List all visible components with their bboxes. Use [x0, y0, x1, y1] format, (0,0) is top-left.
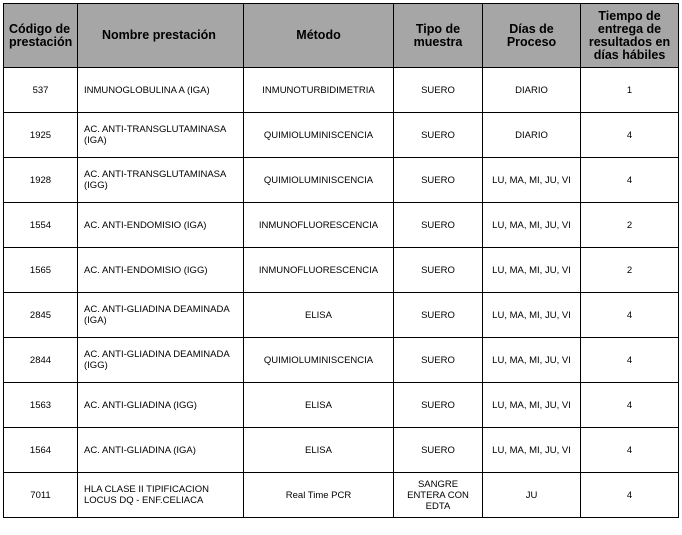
cell-delivery: 4 [581, 293, 679, 338]
lab-tests-table [3, 3, 679, 518]
table-row [4, 428, 679, 473]
cell-method: INMUNOFLUORESCENCIA [244, 203, 394, 248]
cell-days: DIARIO [483, 68, 581, 113]
cell-code: 1564 [4, 428, 78, 473]
cell-code: 7011 [4, 473, 78, 518]
cell-sample: SUERO [394, 428, 483, 473]
cell-sample: SUERO [394, 383, 483, 428]
cell-sample: SUERO [394, 68, 483, 113]
cell-delivery: 1 [581, 68, 679, 113]
cell-days: LU, MA, MI, JU, VI [483, 338, 581, 383]
cell-method: ELISA [244, 293, 394, 338]
table-row [4, 293, 679, 338]
cell-delivery: 2 [581, 248, 679, 293]
cell-sample: SUERO [394, 248, 483, 293]
table-header-row [4, 4, 679, 68]
header-method: Método [244, 4, 394, 68]
header-delivery: Tiempo de entrega de resultados en días hábiles [581, 4, 679, 68]
table-row [4, 113, 679, 158]
cell-days: LU, MA, MI, JU, VI [483, 428, 581, 473]
header-code: Código de prestación [4, 4, 78, 68]
cell-delivery: 4 [581, 113, 679, 158]
cell-method: Real Time PCR [244, 473, 394, 518]
cell-sample: SUERO [394, 293, 483, 338]
table-row [4, 203, 679, 248]
cell-days: LU, MA, MI, JU, VI [483, 293, 581, 338]
cell-method: ELISA [244, 428, 394, 473]
cell-method: INMUNOTURBIDIMETRIA [244, 68, 394, 113]
cell-name: AC. ANTI-GLIADINA (IGG) [78, 383, 244, 428]
cell-code: 2844 [4, 338, 78, 383]
header-days: Días de Proceso [483, 4, 581, 68]
cell-method: QUIMIOLUMINISCENCIA [244, 338, 394, 383]
cell-code: 1563 [4, 383, 78, 428]
cell-name: AC. ANTI-TRANSGLUTAMINASA (IGA) [78, 113, 244, 158]
cell-code: 2845 [4, 293, 78, 338]
cell-code: 1554 [4, 203, 78, 248]
cell-days: LU, MA, MI, JU, VI [483, 158, 581, 203]
cell-sample: SUERO [394, 158, 483, 203]
cell-delivery: 4 [581, 383, 679, 428]
cell-method: QUIMIOLUMINISCENCIA [244, 113, 394, 158]
table-row [4, 383, 679, 428]
cell-days: DIARIO [483, 113, 581, 158]
cell-name: AC. ANTI-GLIADINA (IGA) [78, 428, 244, 473]
table-row [4, 158, 679, 203]
cell-code: 537 [4, 68, 78, 113]
cell-method: QUIMIOLUMINISCENCIA [244, 158, 394, 203]
cell-delivery: 4 [581, 338, 679, 383]
header-name: Nombre prestación [78, 4, 244, 68]
cell-sample: SANGRE ENTERA CON EDTA [394, 473, 483, 518]
cell-name: AC. ANTI-GLIADINA DEAMINADA (IGG) [78, 338, 244, 383]
cell-delivery: 4 [581, 428, 679, 473]
table-row [4, 473, 679, 518]
cell-sample: SUERO [394, 203, 483, 248]
cell-days: LU, MA, MI, JU, VI [483, 203, 581, 248]
cell-name: AC. ANTI-ENDOMISIO (IGA) [78, 203, 244, 248]
cell-name: HLA CLASE II TIPIFICACION LOCUS DQ - ENF.CELIACA [78, 473, 244, 518]
table-row [4, 68, 679, 113]
cell-delivery: 4 [581, 158, 679, 203]
cell-method: ELISA [244, 383, 394, 428]
table-row [4, 248, 679, 293]
table-row [4, 338, 679, 383]
cell-code: 1925 [4, 113, 78, 158]
header-sample: Tipo de muestra [394, 4, 483, 68]
cell-sample: SUERO [394, 338, 483, 383]
cell-name: INMUNOGLOBULINA A (IGA) [78, 68, 244, 113]
cell-name: AC. ANTI-ENDOMISIO (IGG) [78, 248, 244, 293]
cell-days: LU, MA, MI, JU, VI [483, 383, 581, 428]
cell-days: LU, MA, MI, JU, VI [483, 248, 581, 293]
cell-sample: SUERO [394, 113, 483, 158]
cell-code: 1565 [4, 248, 78, 293]
cell-delivery: 4 [581, 473, 679, 518]
cell-days: JU [483, 473, 581, 518]
cell-name: AC. ANTI-GLIADINA DEAMINADA (IGA) [78, 293, 244, 338]
cell-code: 1928 [4, 158, 78, 203]
cell-method: INMUNOFLUORESCENCIA [244, 248, 394, 293]
cell-name: AC. ANTI-TRANSGLUTAMINASA (IGG) [78, 158, 244, 203]
cell-delivery: 2 [581, 203, 679, 248]
